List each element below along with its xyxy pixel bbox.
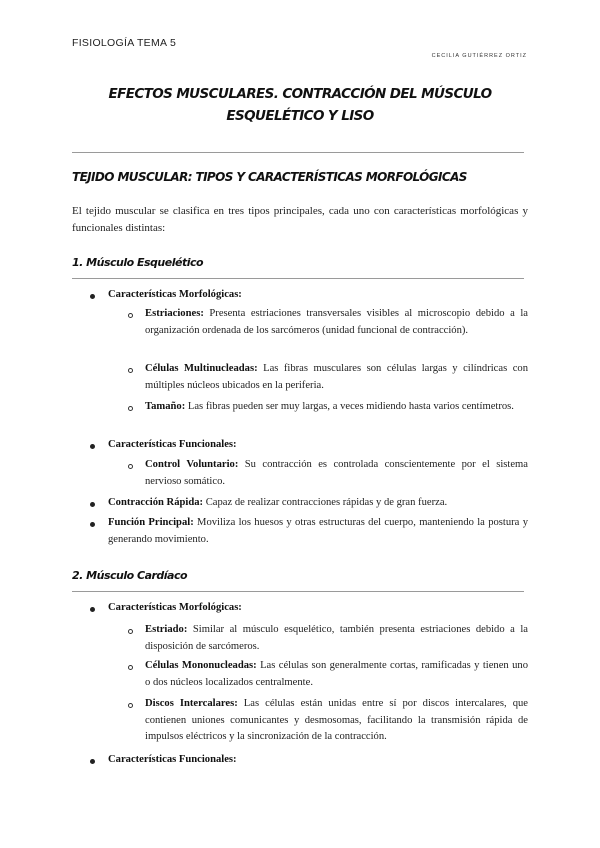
header-author: CECILIA GUTIÉRREZ ORTIZ [431, 53, 527, 59]
cardiac-mononuc-item [145, 658, 528, 691]
main-function-label: Función Principal: [108, 517, 194, 528]
skeletal-voluntary-item [145, 457, 528, 490]
title-line-2: ESQUELÉTICO Y LISO [226, 108, 374, 124]
size-label: Tamaño: [145, 401, 186, 412]
circle-bullet-icon [128, 313, 133, 318]
header-subject: FISIOLOGÍA TEMA 5 [72, 37, 177, 49]
striated-text: Similar al músculo esquelético, también presenta estriaciones debido a la disposición de sarcómeros. [145, 624, 528, 652]
title-divider [72, 152, 524, 153]
multinuc-label: Células Multinucleadas: [145, 363, 258, 374]
bullet-icon [90, 607, 95, 612]
skeletal-divider [72, 278, 524, 279]
mononuc-label: Células Mononucleadas: [145, 660, 257, 671]
skeletal-fast-item [108, 495, 528, 512]
skeletal-morph-label: Características Morfológicas: [108, 289, 242, 300]
mononuc-text: Las células son generalmente cortas, ramificadas y tienen uno o dos núcleos localizados centralmente. [145, 660, 528, 688]
circle-bullet-icon [128, 406, 133, 411]
bullet-icon [90, 502, 95, 507]
voluntary-label: Control Voluntario: [145, 459, 239, 470]
skeletal-size-item [145, 399, 528, 416]
cardiac-func-label: Características Funcionales: [108, 754, 237, 765]
bullet-icon [90, 444, 95, 449]
skeletal-morph-item [108, 287, 528, 304]
cardiac-discs-item [145, 696, 528, 746]
cardiac-striated-item [145, 622, 528, 655]
cardiac-morph-item [108, 600, 528, 617]
skeletal-func-item [108, 437, 528, 454]
document-title [72, 83, 528, 127]
striations-text: Presenta estriaciones transversales visibles al microscopio debido a la organización ordenada de los sarcómeros (unidad funcional de contracción). [145, 308, 528, 336]
cardiac-morph-label: Características Morfológicas: [108, 602, 242, 613]
voluntary-text: Su contracción es controlada conscientemente por el sistema nervioso somático. [145, 459, 528, 487]
section-heading: TEJIDO MUSCULAR: TIPOS Y CARACTERÍSTICAS MORFOLÓGICAS [72, 170, 467, 184]
skeletal-multinuc-item [145, 361, 528, 394]
title-line-1: EFECTOS MUSCULARES. CONTRACCIÓN DEL MÚSCULO [108, 86, 492, 102]
skeletal-heading: 1. Músculo Esquelético [72, 256, 204, 269]
main-function-text: Moviliza los huesos y otras estructuras del cuerpo, manteniendo la postura y generando movimiento. [108, 517, 528, 545]
cardiac-divider [72, 591, 524, 592]
fast-text: Capaz de realizar contracciones rápidas y de gran fuerza. [203, 497, 448, 508]
intro-paragraph: El tejido muscular se clasifica en tres tipos principales, cada uno con características morfológicas y funcionales distintas: [72, 205, 528, 234]
bullet-icon [90, 759, 95, 764]
skeletal-func-label: Características Funcionales: [108, 439, 237, 450]
cardiac-func-item [108, 752, 528, 769]
circle-bullet-icon [128, 368, 133, 373]
discs-text: Las células están unidas entre sí por discos intercalares, que contienen uniones comunicantes y desmosomas, facilitando la transmisión rápida de impulsos eléctricos y la sincronización de la contracción. [145, 698, 528, 742]
discs-label: Discos Intercalares: [145, 698, 238, 709]
fast-label: Contracción Rápida: [108, 497, 204, 508]
bullet-icon [90, 294, 95, 299]
multinuc-text: Las fibras musculares son células largas y cilíndricas con múltiples núcleos ubicados en la periferia. [145, 363, 528, 391]
skeletal-striations-item [145, 306, 528, 339]
cardiac-heading: 2. Músculo Cardíaco [72, 569, 188, 582]
striations-label: Estriaciones: [145, 308, 204, 319]
size-text: Las fibras pueden ser muy largas, a veces midiendo hasta varios centímetros. [185, 401, 514, 412]
skeletal-main-item [108, 515, 528, 548]
circle-bullet-icon [128, 629, 133, 634]
circle-bullet-icon [128, 703, 133, 708]
bullet-icon [90, 522, 95, 527]
circle-bullet-icon [128, 665, 133, 670]
striated-label: Estriado: [145, 624, 188, 635]
circle-bullet-icon [128, 464, 133, 469]
